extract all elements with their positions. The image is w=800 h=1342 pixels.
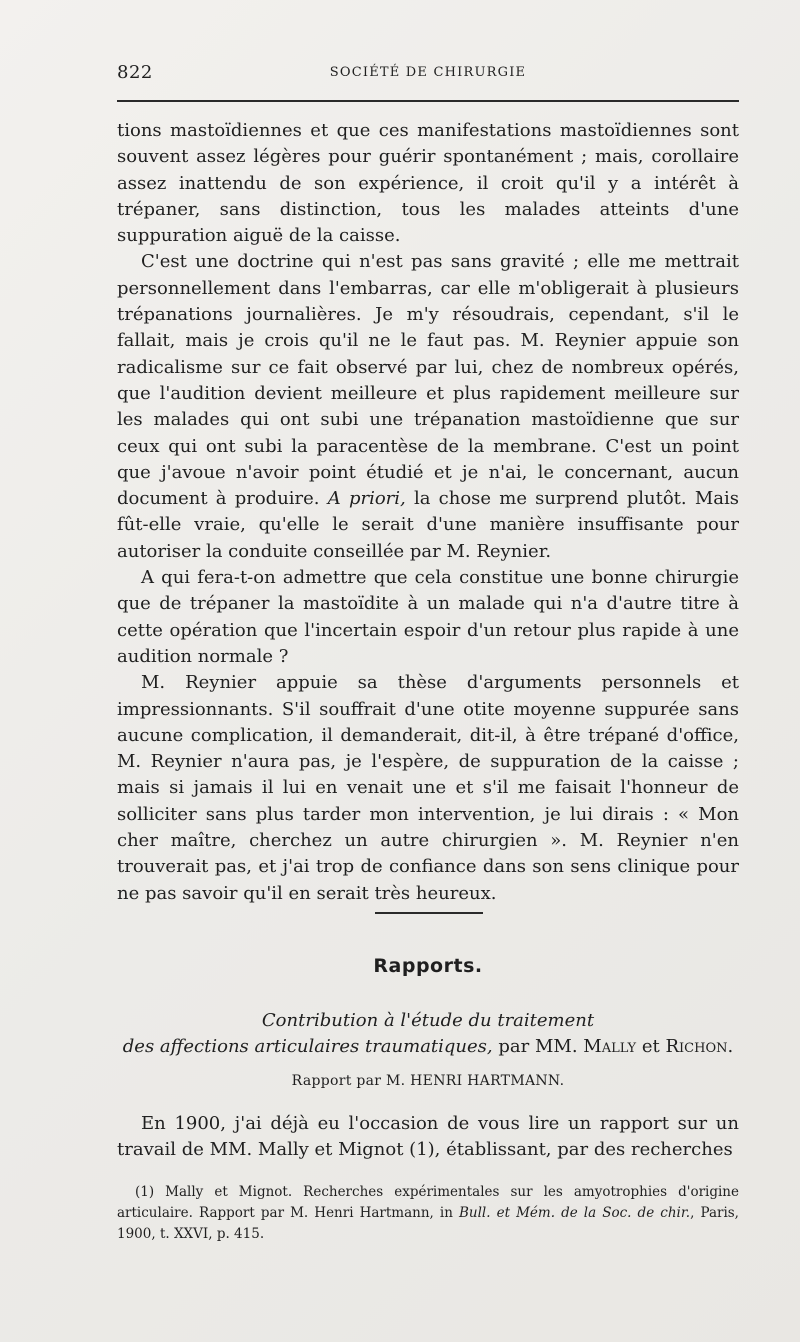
author-2: Richon. [665,1036,734,1057]
paragraph-3: A qui fera-t-on admettre que cela constitue une bonne chirurgie que de trépaner la mastoïdite à un malade qui n'a d'autre titre à cette opération que l'incertain espoir d'un retour plus rapide à une audition normale ? [117,567,739,667]
intro-paragraph: En 1900, j'ai déjà eu l'occasion de vous lire un rapport sur un travail de MM. Mally et Mignot (1), établissant, par des recherches [117,1113,739,1160]
footnote-part-a: (1) Mally et Mignot. Recherches expérimentales sur les amyotrophies d'origine articulaire. Rapport par M. Henri Hartmann, in [117,1184,739,1221]
running-title: SOCIÉTÉ DE CHIRURGIE [329,65,527,80]
paragraph-2 [117,249,739,565]
footnote [117,1182,739,1245]
subtitle-et: et [641,1036,660,1057]
subtitle-line-1: Contribution à l'étude du traitement [261,1010,595,1031]
header-rule [117,100,739,102]
paragraph-4: M. Reynier appuie sa thèse d'arguments personnels et impressionnants. S'il souffrait d'une otite moyenne suppurée sans aucune complication, il demanderait, dit-il, à être trépané d'office, M. Reynier n'aura pas, je l'espère, de suppuration de la caisse ; mais si jamais il lui en venait une et s'il me faisait l'honneur de solliciter sans plus tarder mon intervention, je lui dirais : « Mon cher maître, cherchez un autre chirurgien ». M. Reynier n'en trouverait pas, et j'ai trop de confiance dans son sens clinique pour ne pas savoir qu'il en serait très heureux. [117,672,739,904]
main-text [117,118,739,907]
page-number: 822 [117,62,153,83]
section-divider [375,912,483,914]
report-byline: Rapport par M. HENRI HARTMANN. [291,1073,565,1089]
footnote-part-b: , Paris, 1900, t. XXVI, p. 415. [117,1205,739,1242]
paragraph-1: tions mastoïdiennes et que ces manifestations mastoïdiennes sont souvent assez légères pour guérir spontanément ; mais, corollaire assez inattendu de son expérience, il croit qu'il y a intérêt à trépaner, sans distinction, tous les malades atteints d'une suppuration aiguë de la caisse. [117,120,739,247]
subtitle-italic: des affections articulaires traumatiques, [122,1036,493,1057]
paragraph-2-part-b: la chose me surprend plutôt. Mais fût-elle vraie, qu'elle le serait d'une manière insuffisante pour autoriser la conduite conseillée par M. Reynier. [117,488,739,562]
paragraph-2-part-a: C'est une doctrine qui n'est pas sans gravité ; elle me mettrait personnellement dans l'embarras, car elle m'obligerait à plusieurs trépanations journalières. Je m'y résoudrais, cependant, s'il le fallait, mais je crois qu'il ne le faut pas. M. Reynier appuie son radicalisme sur ce fait observé par lui, chez de nombreux opérés, que l'audition devient meilleure et plus rapidement meilleure sur les malades qui ont subi une trépanation mastoïdienne que sur ceux qui ont subi la paracentèse de la membrane. C'est un point que j'avoue n'avoir point étudié et je n'ai, le concernant, aucun document à produire. [117,251,739,510]
author-1: Mally [583,1036,637,1057]
footnote-italic: Bull. et Mém. de la Soc. de chir. [459,1205,691,1221]
report-intro [117,1111,739,1163]
subtitle-par: par MM. [498,1036,578,1057]
page-header [117,62,739,86]
section-title: Rapports. [373,955,483,977]
report-subtitle [117,1008,739,1060]
paragraph-2-italic: A priori, [327,488,406,510]
footnote-text [117,1182,739,1245]
subtitle-line-2 [117,1034,739,1060]
